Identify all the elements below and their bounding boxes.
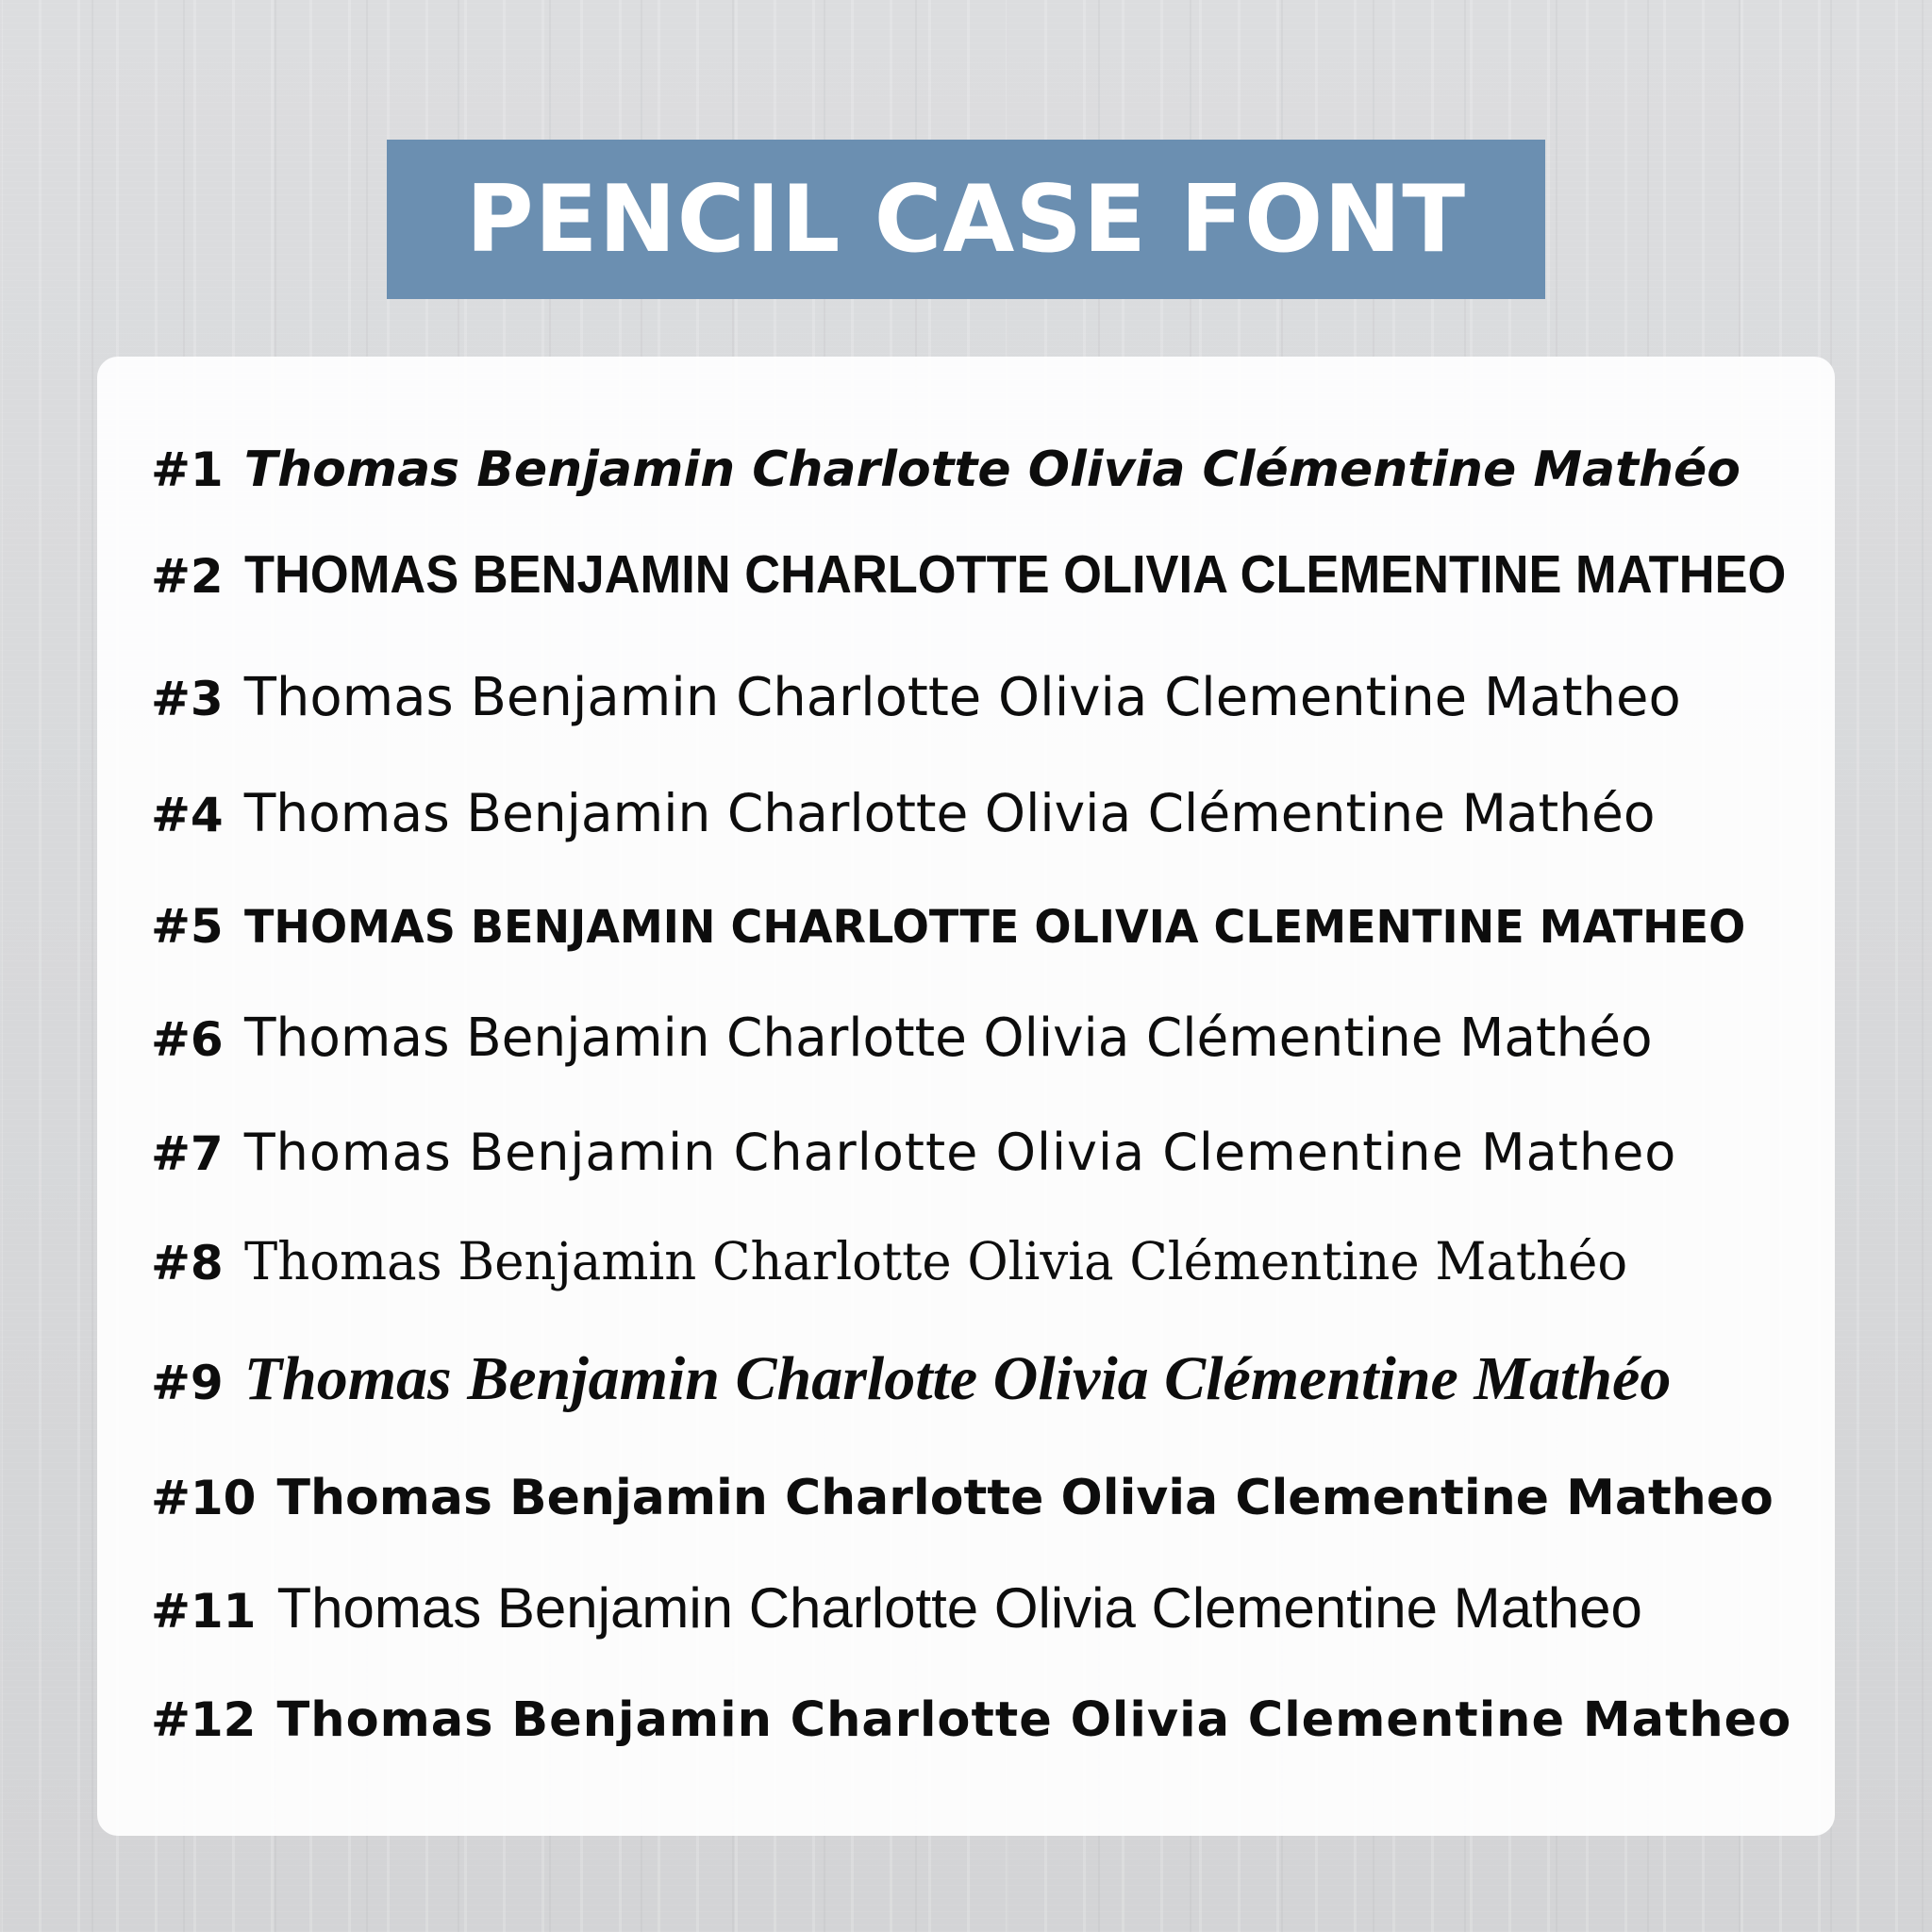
sample-number: #5 xyxy=(151,899,224,954)
title-banner xyxy=(387,140,1545,299)
font-sample-6 xyxy=(151,1008,1681,1069)
sample-number: #11 xyxy=(151,1584,257,1639)
sample-number: #12 xyxy=(151,1692,257,1747)
font-sample-3 xyxy=(151,667,1681,728)
page-title: PENCIL CASE FONT xyxy=(465,165,1467,274)
sample-text: Thomas Benjamin Charlotte Olivia Clémentine Mathéo xyxy=(243,1231,1627,1291)
font-sample-2 xyxy=(151,543,1920,606)
sample-number: #1 xyxy=(151,442,224,497)
sample-number: #7 xyxy=(151,1126,224,1181)
font-sample-10 xyxy=(151,1470,1774,1526)
font-sample-4 xyxy=(151,783,1656,843)
font-sample-9 xyxy=(151,1343,1671,1415)
sample-text: Thomas Benjamin Charlotte Olivia Clementine Matheo xyxy=(276,1576,1642,1640)
font-sample-5 xyxy=(151,899,1807,954)
sample-text: Thomas Benjamin Charlotte Olivia Clementine Matheo xyxy=(276,1692,1792,1748)
font-sample-12 xyxy=(151,1692,1791,1748)
sample-text: Thomas Benjamin Charlotte Olivia Clémentine Mathéo xyxy=(243,783,1656,843)
sample-text: Thomas Benjamin Charlotte Olivia Clementine Matheo xyxy=(276,1470,1774,1526)
font-sample-8 xyxy=(151,1231,1685,1291)
font-sample-7 xyxy=(151,1123,1676,1182)
sample-number: #9 xyxy=(151,1356,224,1410)
sample-text: THOMAS BENJAMIN CHARLOTTE OLIVIA CLEMENTINE MATHEO xyxy=(243,544,1787,605)
sample-number: #3 xyxy=(151,672,224,726)
font-sample-11 xyxy=(151,1575,1642,1641)
sample-text: Thomas Benjamin Charlotte Olivia Clémentine Mathéo xyxy=(243,1344,1672,1413)
sample-number: #8 xyxy=(151,1236,224,1291)
sample-text: Thomas Benjamin Charlotte Olivia Clémentine Mathéo xyxy=(243,441,1741,498)
sample-text: Thomas Benjamin Charlotte Olivia Clémentine Mathéo xyxy=(243,1008,1653,1069)
sample-number: #6 xyxy=(151,1012,224,1067)
sample-number: #4 xyxy=(151,788,224,842)
sample-text: THOMAS BENJAMIN CHARLOTTE OLIVIA CLEMENTINE MATHEO xyxy=(243,901,1746,954)
sample-text: Thomas Benjamin Charlotte Olivia Clementine Matheo xyxy=(243,667,1681,728)
sample-text: Thomas Benjamin Charlotte Olivia Clementine Matheo xyxy=(243,1123,1677,1182)
font-sample-1 xyxy=(151,441,1740,498)
sample-number: #2 xyxy=(151,549,224,604)
sample-number: #10 xyxy=(151,1471,257,1525)
